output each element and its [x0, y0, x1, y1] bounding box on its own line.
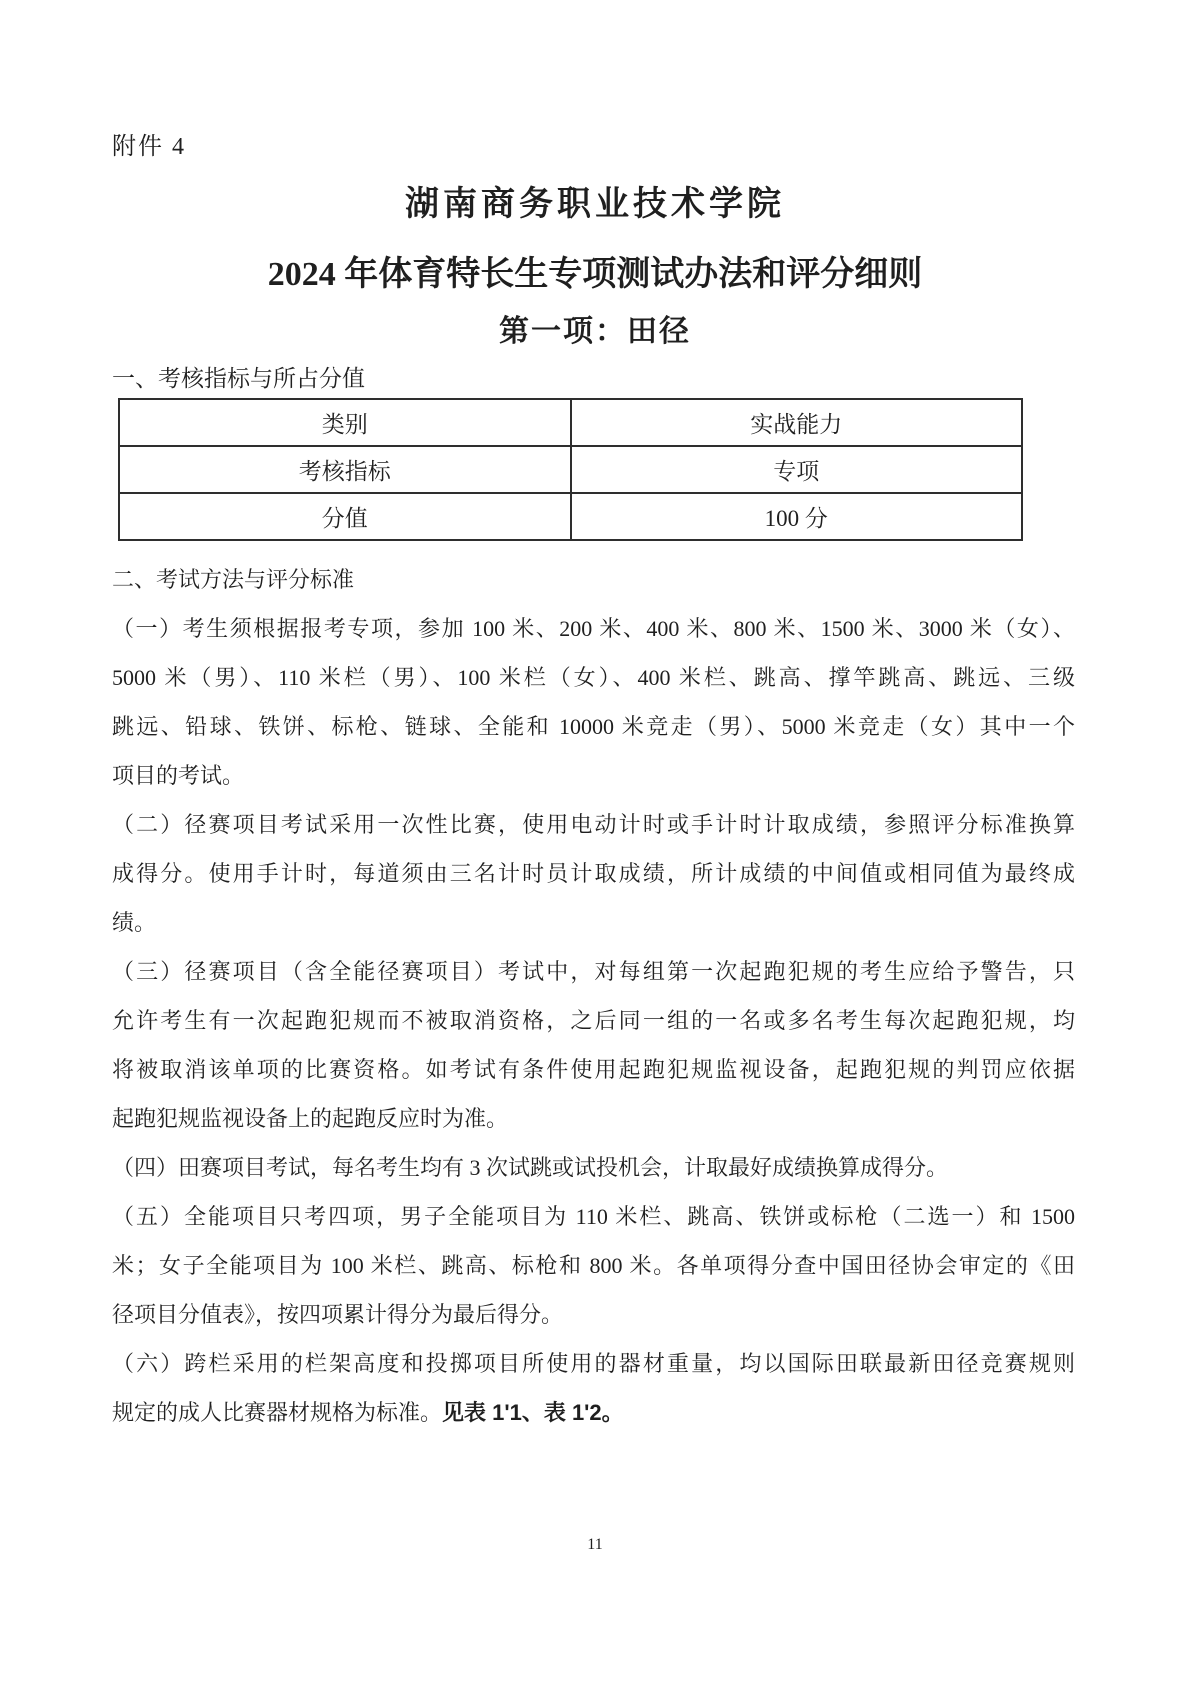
body-line: 将被取消该单项的比赛资格。如考试有条件使用起跑犯规监视设备，起跑犯规的判罚应依据 — [112, 1057, 1075, 1082]
heading-indicators: 一、考核指标与所占分值 — [112, 366, 365, 391]
table-cell-indicator-label: 考核指标 — [119, 446, 571, 493]
body-line: （五）全能项目只考四项，男子全能项目为 110 米栏、跳高、铁饼或标枪（二选一）和 1500 — [112, 1204, 1075, 1229]
page-number: 11 — [587, 1536, 603, 1553]
body-line: （二）径赛项目考试采用一次性比赛，使用电动计时或手计时计取成绩，参照评分标准换算 — [112, 812, 1075, 837]
body-line: 允许考生有一次起跑犯规而不被取消资格，之后同一组的一名或多名考生每次起跑犯规，均 — [112, 1008, 1075, 1033]
body-line: 米；女子全能项目为 100 米栏、跳高、标枪和 800 米。各单项得分查中国田径协会审定的《田 — [112, 1253, 1075, 1278]
bold-table-reference: 见表 1'1、表 1'2。 — [442, 1400, 624, 1425]
body-line: （一）考生须根据报考专项，参加 100 米、200 米、400 米、800 米、1500 米、3000 米（女）、 — [112, 616, 1075, 641]
body-line-text: 规定的成人比赛器材规格为标准。 — [112, 1400, 443, 1425]
heading-methods: 二、考试方法与评分标准 — [112, 567, 355, 592]
body-text — [112, 555, 1075, 1437]
document-title: 湖南商务职业技术学院 — [405, 186, 785, 223]
body-line: 绩。 — [112, 910, 157, 935]
body-line: 跳远、铅球、铁饼、标枪、链球、全能和 10000 米竞走（男）、5000 米竞走（女）其中一个 — [112, 714, 1075, 739]
table-row — [119, 493, 1022, 540]
table-row — [119, 446, 1022, 493]
body-line: 项目的考试。 — [112, 763, 245, 788]
attachment-label: 附件 4 — [112, 134, 186, 160]
body-line: （四）田赛项目考试，每名考生均有 3 次试跳或试投机会，计取最好成绩换算成得分。 — [112, 1155, 949, 1180]
table-row — [119, 399, 1022, 446]
body-line — [112, 1388, 1075, 1437]
table-cell-score-label: 分值 — [119, 493, 571, 540]
body-line: 径项目分值表》，按四项累计得分为最后得分。 — [112, 1302, 564, 1327]
document-subtitle: 2024 年体育特长生专项测试办法和评分细则 — [267, 256, 923, 293]
table-cell-category-value: 实战能力 — [571, 399, 1023, 446]
body-line: 起跑犯规监视设备上的起跑反应时为准。 — [112, 1106, 509, 1131]
table-cell-score-value: 100 分 — [571, 493, 1023, 540]
body-line: （六）跨栏采用的栏架高度和投掷项目所使用的器材重量，均以国际田联最新田径竞赛规则 — [112, 1351, 1075, 1376]
body-line: 5000 米（男）、110 米栏（男）、100 米栏（女）、400 米栏、跳高、撑竿跳高、跳远、三级 — [112, 665, 1075, 690]
table-cell-indicator-value: 专项 — [571, 446, 1023, 493]
table-cell-category-label: 类别 — [119, 399, 571, 446]
body-line: 成得分。使用手计时，每道须由三名计时员计取成绩，所计成绩的中间值或相同值为最终成 — [112, 861, 1075, 886]
body-line: （三）径赛项目（含全能径赛项目）考试中，对每组第一次起跑犯规的考生应给予警告，只 — [112, 959, 1075, 984]
section-title: 第一项：田径 — [499, 315, 691, 348]
score-table — [118, 398, 1023, 541]
